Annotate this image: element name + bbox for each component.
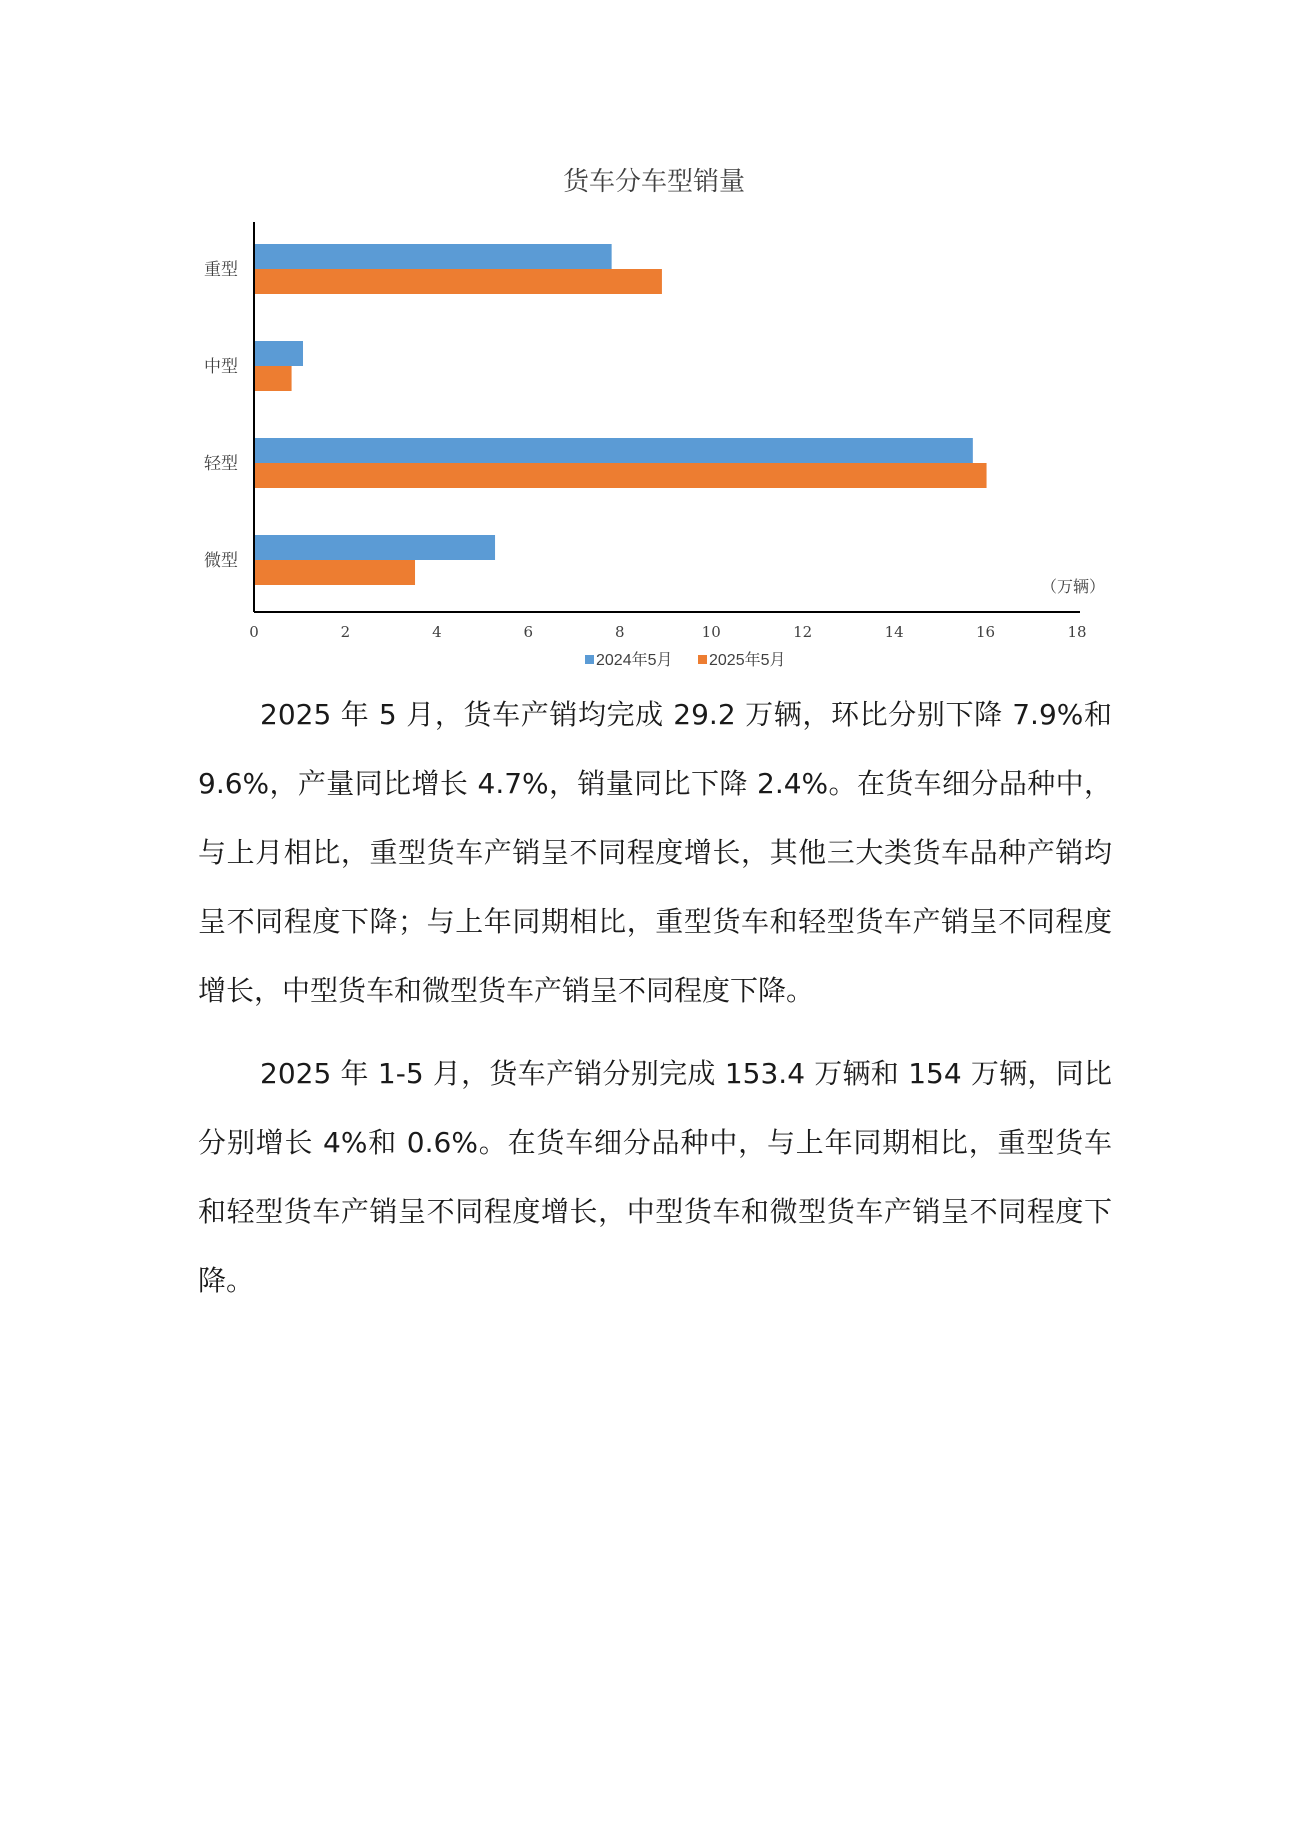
x-tick-label: 6 [523, 623, 534, 641]
unit-label: （万辆） [1040, 577, 1105, 596]
x-tick-label: 10 [701, 623, 721, 641]
bar-2-3 [255, 463, 987, 488]
legend-label-2: 2025年5月 [709, 652, 786, 669]
x-tick-label: 4 [432, 623, 442, 641]
paragraph-1: 2025 年 5 月，货车产销均完成 29.2 万辆，环比分别下降 7.9%和 9.6%，产量同比增长 4.7%，销量同比下降 2.4%。在货车细分品种中，与上月相比，重型货车产销呈不同程度增长，其他三大类货车品种产销均呈不同程度下降；与上年同期相比，重型货车和轻型货车产销呈不同程度增长，中型货车和微型货车产销呈不同程度下降。 [198, 698, 1112, 1007]
x-tick-label: 12 [793, 623, 813, 641]
x-tick-label: 16 [976, 623, 996, 641]
legend [585, 650, 786, 669]
legend-swatch-2 [698, 655, 707, 664]
bar-2-4 [255, 560, 415, 585]
bar-2-2 [255, 366, 292, 391]
legend-swatch-1 [585, 655, 594, 664]
category-label: 轻型 [204, 454, 238, 474]
bar-1-2 [255, 341, 303, 366]
x-tick-labels [249, 623, 1086, 641]
bar-2-1 [255, 269, 662, 294]
category-label: 中型 [204, 357, 238, 377]
paragraph-2: 2025 年 1-5 月，货车产销分别完成 153.4 万辆和 154 万辆，同比分别增长 4%和 0.6%。在货车细分品种中，与上年同期相比，重型货车和轻型货车产销呈不同程度增长，中型货车和微型货车产销呈不同程度下降。 [198, 1057, 1112, 1297]
x-tick-label: 8 [615, 623, 625, 641]
category-label: 微型 [204, 551, 238, 571]
legend-label-1: 2024年5月 [596, 652, 673, 669]
bar-1-3 [255, 438, 973, 463]
x-tick-label: 18 [1067, 623, 1087, 641]
article-body [198, 680, 1112, 1329]
chart-title: 货车分车型销量 [562, 167, 746, 197]
bar-1-4 [255, 535, 495, 560]
bar-chart [0, 0, 1307, 700]
category-label: 重型 [204, 260, 238, 280]
bar-1-1 [255, 244, 612, 269]
x-tick-label: 2 [340, 623, 351, 641]
category-labels [204, 260, 238, 571]
bars-layer [255, 244, 987, 585]
x-tick-label: 0 [249, 623, 259, 641]
x-tick-label: 14 [884, 623, 904, 641]
